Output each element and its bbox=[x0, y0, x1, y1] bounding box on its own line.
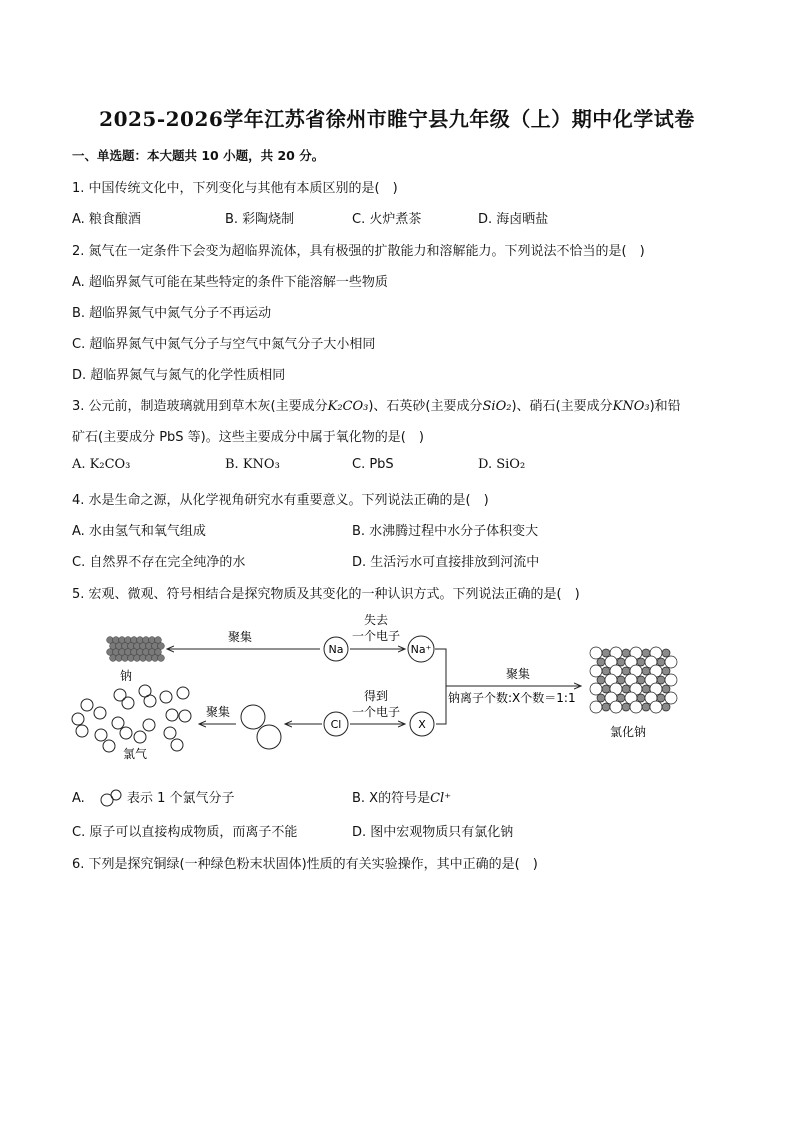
sodium-ion-dot bbox=[602, 703, 610, 711]
q3-text-4: )和铅 bbox=[649, 399, 681, 414]
gather-label-top: 聚集 bbox=[227, 630, 253, 644]
sodium-ion-dot bbox=[622, 649, 630, 657]
q5-option-a bbox=[72, 787, 234, 807]
q5-option-a-text: 表示 1 个氯气分子 bbox=[126, 791, 235, 806]
sodium-ion-dot bbox=[637, 676, 645, 684]
q4-option-a: A. 水由氢气和氧气组成 bbox=[72, 524, 206, 539]
chlorine-label: 氯气 bbox=[122, 747, 148, 761]
q2-option-d: D. 超临界氮气与氮气的化学性质相同 bbox=[72, 368, 286, 383]
sodium-ion-dot bbox=[597, 694, 605, 702]
sodium-ion-dot bbox=[657, 676, 665, 684]
sodium-ion-dot bbox=[602, 667, 610, 675]
chlorine-molecule-icon bbox=[241, 705, 281, 749]
sodium-ion-dot bbox=[662, 649, 670, 657]
sodium-ion-dot bbox=[622, 703, 630, 711]
sodium-ion-dot bbox=[642, 649, 650, 657]
chloride-ion-dot bbox=[650, 701, 662, 713]
sodium-ion-dot bbox=[602, 649, 610, 657]
q1-option-a: A. 粮食酿酒 bbox=[72, 212, 141, 227]
sodium-ion-dot bbox=[657, 658, 665, 666]
q1-option-d: D. 海卤晒盐 bbox=[478, 212, 549, 227]
gather-label-bottom: 聚集 bbox=[205, 705, 231, 719]
ratio-label: 钠离子个数:X个数＝1:1 bbox=[448, 691, 576, 705]
chloride-ion-dot bbox=[665, 656, 677, 668]
sodium-ion-dot bbox=[662, 685, 670, 693]
q3-text-3: )、硝石(主要成分 bbox=[511, 399, 613, 414]
sodium-ion-dot bbox=[642, 685, 650, 693]
chlorine-atom-label: Cl bbox=[330, 718, 342, 731]
gain-label-top: 得到 bbox=[363, 689, 389, 703]
q3-option-d: D. SiO₂ bbox=[478, 457, 526, 472]
sodium-ion-dot bbox=[597, 658, 605, 666]
chloride-ion-dot bbox=[665, 692, 677, 704]
sodium-ion-dot bbox=[662, 703, 670, 711]
chlorine-gas-icon bbox=[72, 685, 191, 752]
sodium-ion-dot bbox=[617, 694, 625, 702]
q3-option-c: C. PbS bbox=[352, 457, 394, 472]
ion-formation-diagram bbox=[0, 600, 794, 775]
sodium-atom-dot bbox=[158, 655, 165, 662]
sodium-ion-dot bbox=[662, 667, 670, 675]
sodium-ion-dot bbox=[622, 667, 630, 675]
q5-option-d: D. 图中宏观物质只有氯化钠 bbox=[352, 825, 514, 840]
chloride-ion-dot bbox=[610, 701, 622, 713]
chloride-ion-dot bbox=[590, 647, 602, 659]
q3-formula-sio2: SiO₂ bbox=[482, 399, 512, 414]
lose-label-bottom: 一个电子 bbox=[351, 629, 401, 643]
sodium-ion-dot bbox=[657, 694, 665, 702]
sodium-ion-dot bbox=[597, 676, 605, 684]
q5-option-b-text: B. X的符号是 bbox=[352, 791, 431, 806]
sodium-ion-label: Na⁺ bbox=[410, 643, 432, 656]
x-ion-label: X bbox=[418, 718, 426, 731]
q5-option-b bbox=[352, 787, 451, 806]
nacl-label: 氯化钠 bbox=[609, 725, 647, 739]
question-6-stem: 6. 下列是探究铜绿(一种绿色粉末状固体)性质的有关实验操作，其中正确的是( ) bbox=[72, 857, 538, 872]
question-1-stem: 1. 中国传统文化中，下列变化与其他有本质区别的是( ) bbox=[72, 181, 398, 196]
q2-option-c: C. 超临界氮气中氮气分子与空气中氮气分子大小相同 bbox=[72, 337, 376, 352]
q5-option-c: C. 原子可以直接构成物质，而离子不能 bbox=[72, 825, 298, 840]
q4-option-c: C. 自然界不存在完全纯净的水 bbox=[72, 555, 246, 570]
sodium-ion-dot bbox=[617, 658, 625, 666]
combine-bracket bbox=[435, 649, 446, 724]
question-3-stem bbox=[72, 395, 681, 414]
question-5-stem: 5. 宏观、微观、符号相结合是探究物质及其变化的一种认识方式。下列说法正确的是( ) bbox=[72, 587, 580, 602]
section-heading: 一、单选题：本大题共 10 小题，共 20 分。 bbox=[72, 148, 325, 163]
sodium-ion-dot bbox=[637, 694, 645, 702]
q3-formula-k2co3: K₂CO₃ bbox=[327, 399, 369, 414]
q3-text-1: 3. 公元前，制造玻璃就用到草木灰(主要成分 bbox=[72, 399, 328, 414]
sodium-ion-dot bbox=[622, 685, 630, 693]
q5-option-a-letter: A. bbox=[72, 791, 85, 806]
sodium-ion-dot bbox=[602, 685, 610, 693]
chloride-ion-dot bbox=[590, 701, 602, 713]
chloride-ion-dot bbox=[630, 701, 642, 713]
chlorine-molecule-small-icon bbox=[99, 789, 125, 807]
q3-text-2: )、石英砂(主要成分 bbox=[368, 399, 483, 414]
q4-option-b: B. 水沸腾过程中水分子体积变大 bbox=[352, 524, 539, 539]
q3-option-a: A. K₂CO₃ bbox=[72, 457, 131, 472]
q3-formula-kno3: KNO₃ bbox=[612, 399, 650, 414]
sodium-ion-dot bbox=[637, 658, 645, 666]
gather-label-right: 聚集 bbox=[505, 667, 531, 681]
sodium-atom-dot bbox=[155, 637, 162, 644]
question-3-stem-line2: 矿石(主要成分 PbS 等)。这些主要成分中属于氧化物的是( ) bbox=[72, 430, 424, 445]
sodium-metal-icon bbox=[107, 637, 165, 662]
q2-option-b: B. 超临界氮气中氮气分子不再运动 bbox=[72, 306, 272, 321]
sodium-ion-dot bbox=[642, 703, 650, 711]
chloride-ion-dot bbox=[590, 665, 602, 677]
lose-label-top: 失去 bbox=[363, 613, 389, 627]
question-4-stem: 4. 水是生命之源，从化学视角研究水有重要意义。下列说法正确的是( ) bbox=[72, 493, 489, 508]
q4-option-d: D. 生活污水可直接排放到河流中 bbox=[352, 555, 540, 570]
chloride-ion-dot bbox=[590, 683, 602, 695]
sodium-ion-dot bbox=[617, 676, 625, 684]
sodium-ion-dot bbox=[642, 667, 650, 675]
sodium-label: 钠 bbox=[119, 669, 133, 683]
q1-option-b: B. 彩陶烧制 bbox=[225, 212, 295, 227]
q5-option-b-formula: Cl⁺ bbox=[430, 791, 452, 806]
question-2-stem: 2. 氮气在一定条件下会变为超临界流体，具有极强的扩散能力和溶解能力。下列说法不恰当的是( ) bbox=[72, 244, 645, 259]
q2-option-a: A. 超临界氮气可能在某些特定的条件下能溶解一些物质 bbox=[72, 275, 388, 290]
q3-option-b: B. KNO₃ bbox=[225, 457, 280, 472]
sodium-atom-dot bbox=[158, 643, 165, 650]
sodium-atom-label: Na bbox=[328, 643, 344, 656]
q1-option-c: C. 火炉煮茶 bbox=[352, 212, 422, 227]
sodium-atom-dot bbox=[155, 649, 162, 656]
sodium-chloride-lattice-icon bbox=[590, 647, 677, 713]
page-title: 2025-2026学年江苏省徐州市睢宁县九年级（上）期中化学试卷 bbox=[99, 107, 695, 131]
chloride-ion-dot bbox=[665, 674, 677, 686]
gain-label-bottom: 一个电子 bbox=[351, 705, 401, 719]
